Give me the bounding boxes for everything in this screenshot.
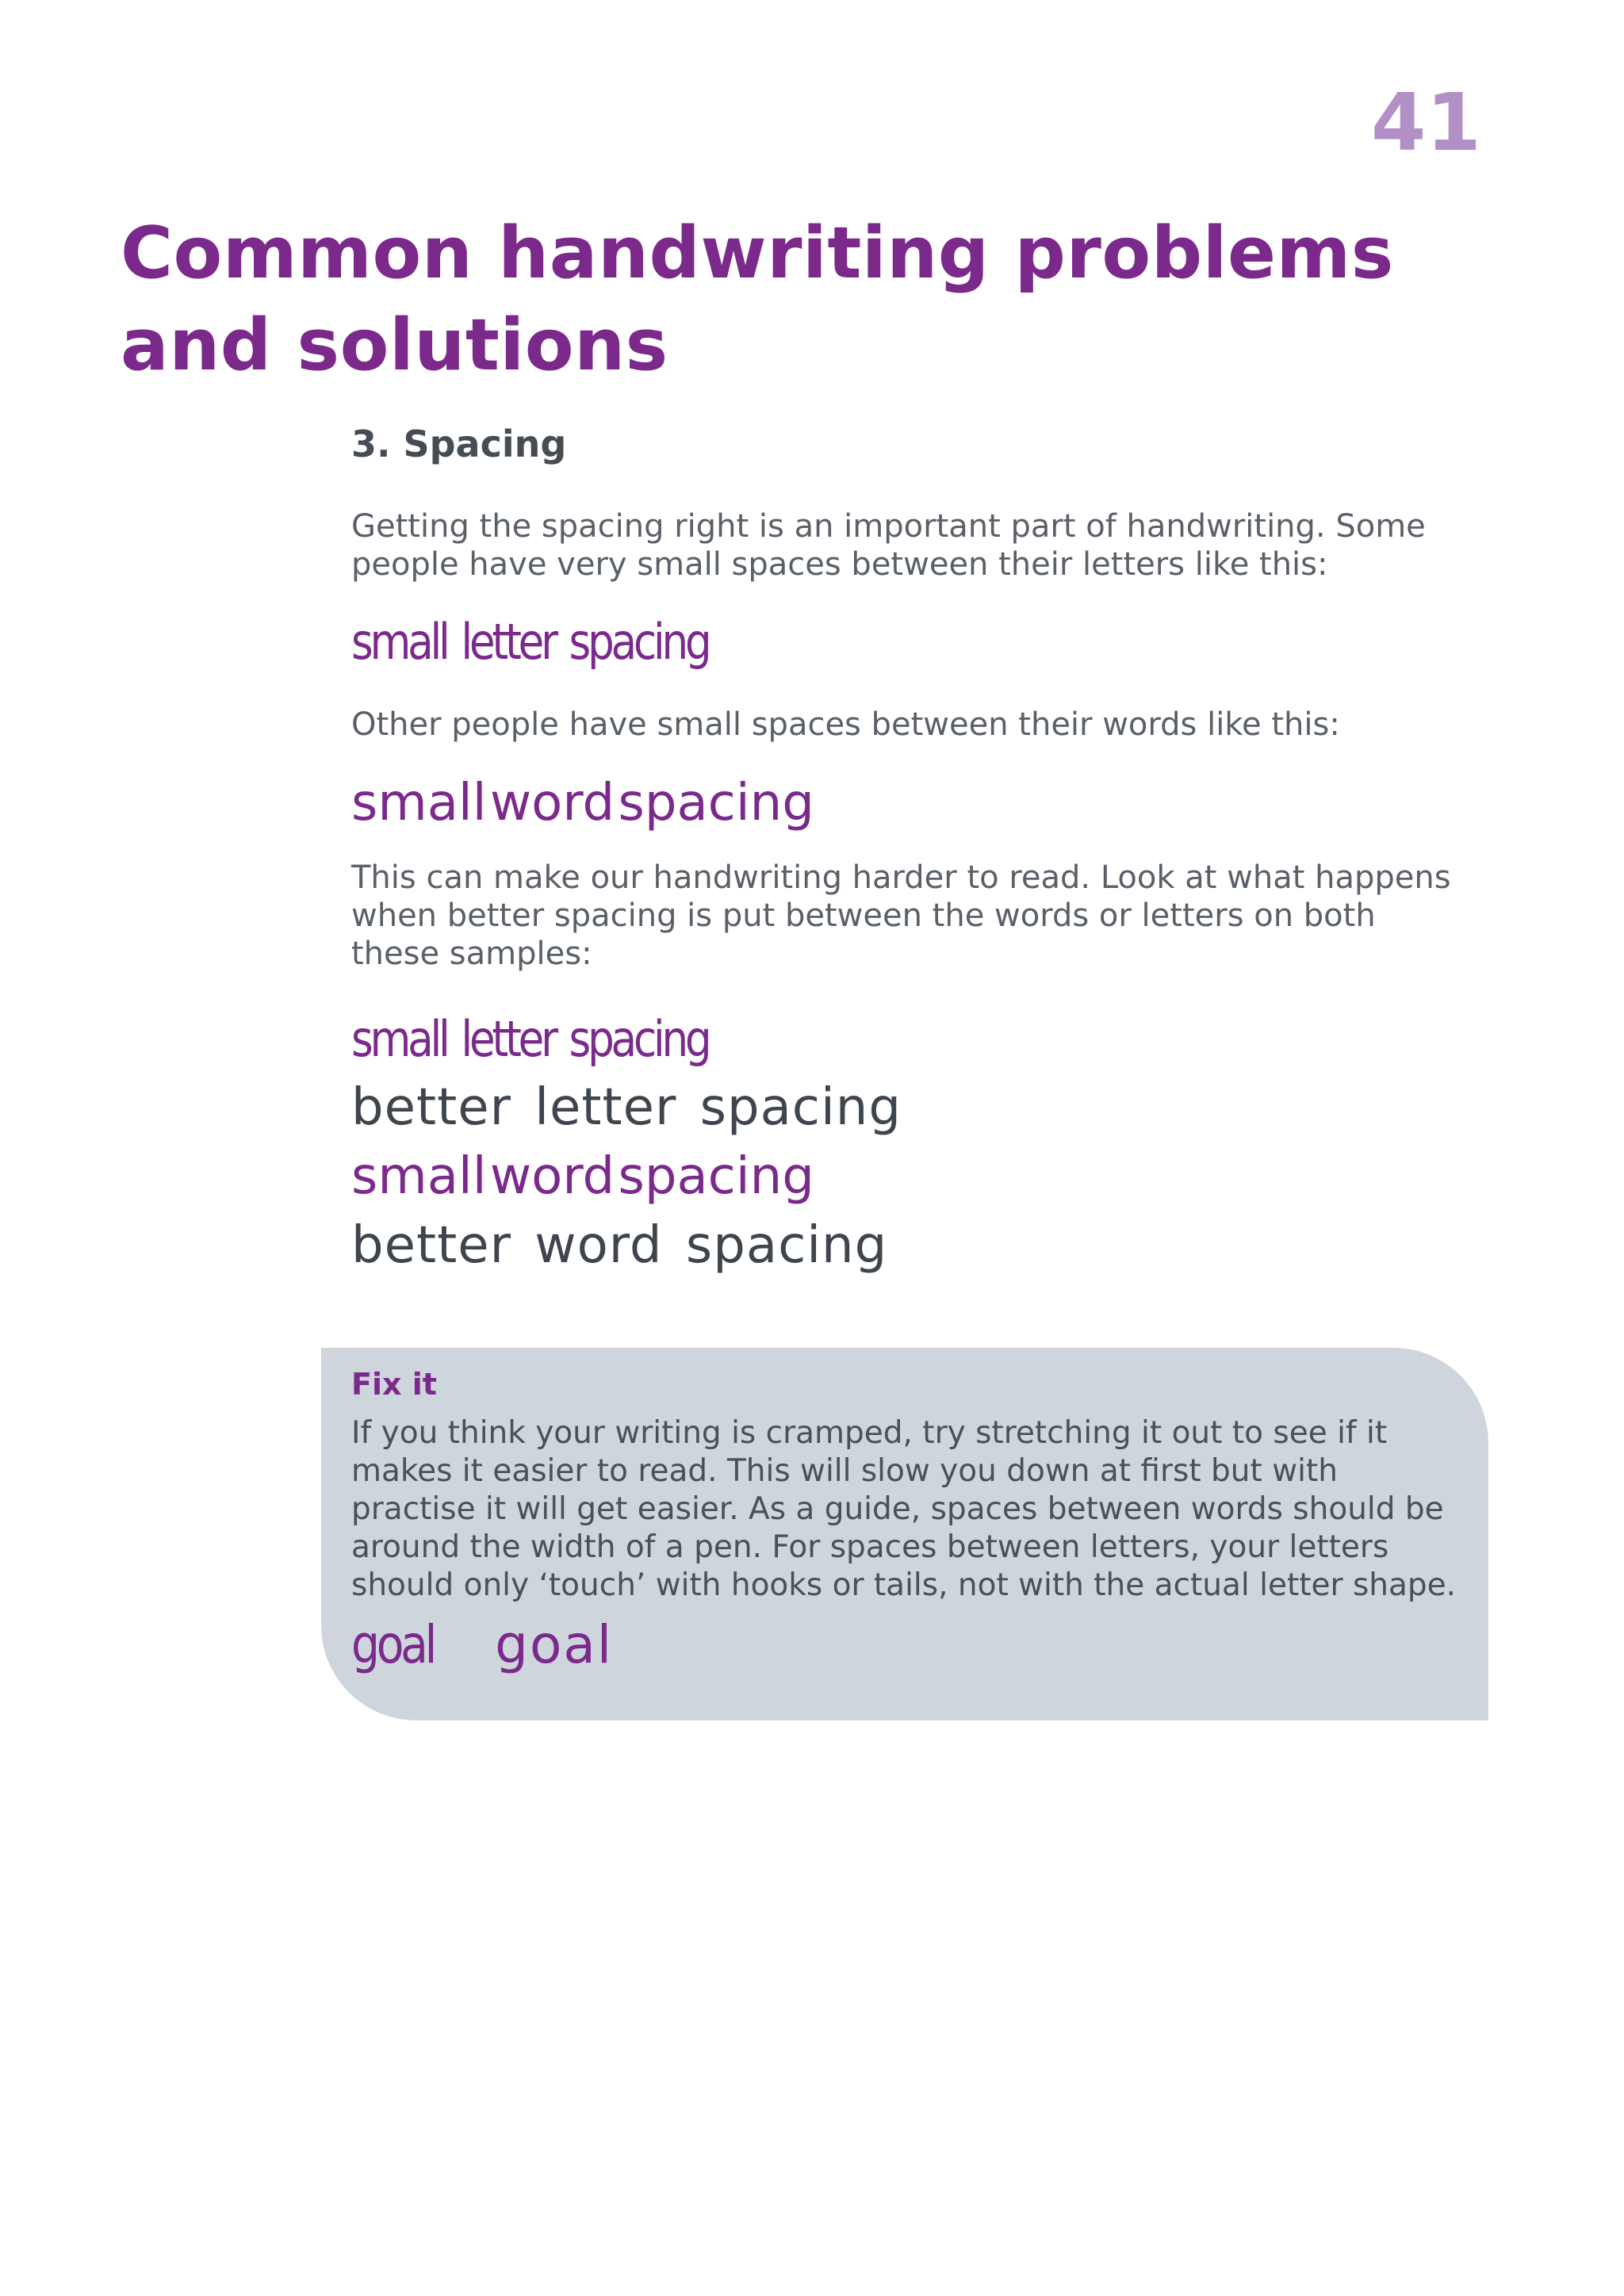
page-number: 41 [1370,76,1481,169]
compare-better-word-spacing: better word spacing [351,1215,888,1275]
word-spacing-intro: Other people have small spaces between their words like this: [351,706,1340,744]
fix-it-heading: Fix it [351,1367,437,1402]
goal-spaced-sample: goal [495,1614,614,1675]
section-heading: 3. Spacing [351,423,567,465]
compare-small-letter-spacing: small letter spacing [351,1009,709,1068]
comparison-samples [351,1006,1461,1280]
intro-paragraph: Getting the spacing right is an important part of handwriting. Some people have very small spaces between their letters like this: [351,508,1426,583]
fix-it-text: If you think your writing is cramped, try stretching it out to see if it makes it easier to read. This will slow you down at first but with practise it will get easier. As a guide, spaces between words should be around the width of a pen. For spaces between letters, your letters should only ‘touch’ with hooks or tails, not with the actual letter shape. [351,1415,1457,1603]
spacing-section [351,420,1461,1280]
compare-paragraph: This can make our handwriting harder to read. Look at what happens when better spacing is put between the words or letters on both these samples: [351,859,1451,972]
compare-better-letter-spacing: better letter spacing [351,1077,902,1137]
goal-cramped-sample: goal [351,1614,435,1675]
goal-samples [351,1614,1461,1675]
page-title-line-1: Common handwriting problems [121,212,1394,295]
page-title-line-2: and solutions [121,304,668,387]
fix-it-box [321,1348,1488,1720]
fix-it-content [351,1364,1461,1675]
compare-small-word-spacing: small word spacing [351,1146,814,1206]
sample-small-word-spacing: small word spacing [351,774,814,833]
page-title [121,208,1469,392]
sample-small-letter-spacing: small letter spacing [351,613,709,671]
